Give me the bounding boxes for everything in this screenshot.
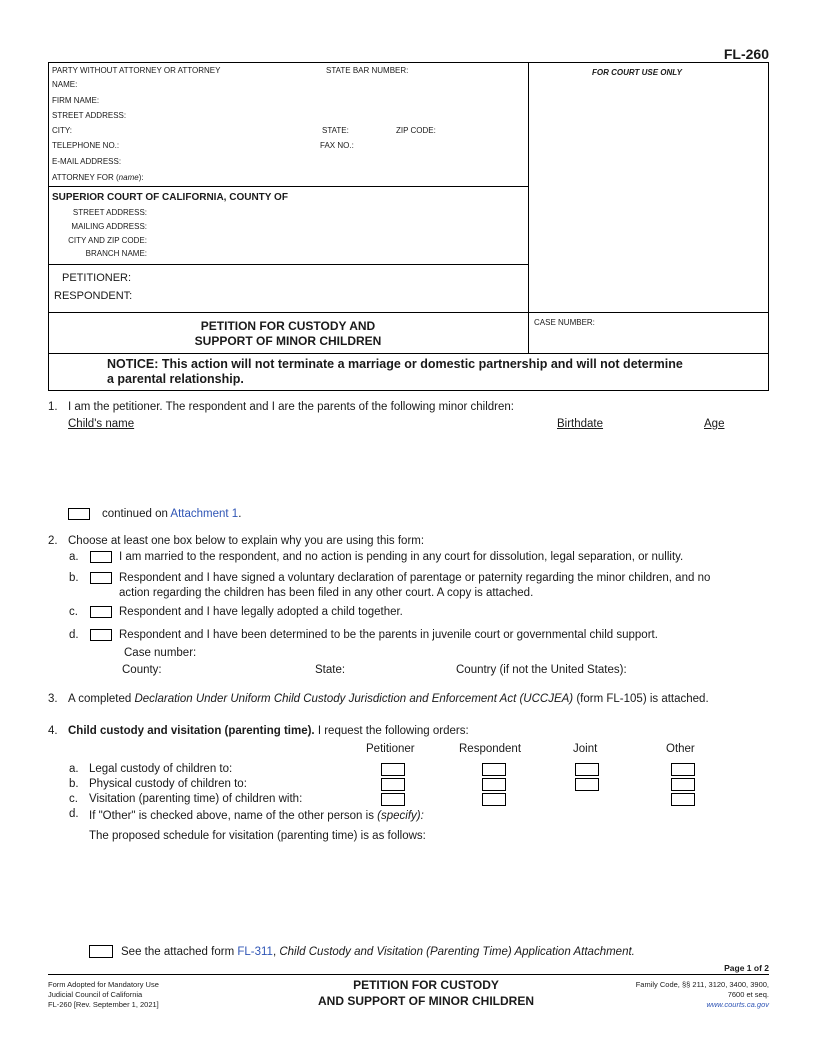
physical-custody-respondent-checkbox[interactable] (482, 778, 506, 791)
item4a-text: Legal custody of children to: (89, 763, 233, 775)
item4d-text (89, 809, 424, 823)
case-number-field[interactable]: CASE NUMBER: (534, 318, 595, 327)
item4-number: 4. (48, 725, 58, 737)
item2d-checkbox[interactable] (90, 629, 112, 641)
name-field[interactable]: NAME: (52, 80, 78, 89)
court-city-field[interactable]: CITY AND ZIP CODE: (68, 236, 147, 245)
case-number-input[interactable]: Case number: (124, 647, 197, 659)
item2b-text (119, 571, 710, 600)
age-header: Age (704, 418, 725, 430)
attachment1-checkbox[interactable] (68, 508, 90, 520)
item2a-letter: a. (69, 551, 79, 563)
phone-field[interactable]: TELEPHONE NO.: (52, 141, 120, 150)
col-joint: Joint (573, 743, 598, 755)
notice-line1: NOTICE: This action will not terminate a marriage or domestic partnership and will not determine (107, 357, 683, 371)
legal-custody-other-checkbox[interactable] (671, 763, 695, 776)
form-title-line1: PETITION FOR CUSTODY AND (200, 319, 376, 333)
item4b-letter: b. (69, 778, 79, 790)
footer-adopted (48, 980, 159, 1010)
visitation-respondent-checkbox[interactable] (482, 793, 506, 806)
visitation-petitioner-checkbox[interactable] (381, 793, 405, 806)
fl311-text: See the attached form FL-311, Child Custody and Visitation (Parenting Time) Application Attachment. (121, 946, 635, 958)
footer-code (549, 980, 769, 1010)
legal-custody-respondent-checkbox[interactable] (482, 763, 506, 776)
parties-divider (48, 312, 769, 313)
court-mailing-field[interactable]: MAILING ADDRESS: (71, 222, 147, 231)
page-number: Page 1 of 2 (724, 963, 769, 973)
attorney-for-name: name (118, 173, 139, 182)
item2b-line1: Respondent and I have signed a voluntary declaration of parentage or paternity regarding the minor children, and no (119, 572, 711, 584)
state-bar-label[interactable]: STATE BAR NUMBER: (326, 66, 409, 75)
footer-adopted3: FL-260 [Rev. September 1, 2021] (48, 1000, 159, 1009)
physical-custody-petitioner-checkbox[interactable] (381, 778, 405, 791)
item1-number: 1. (48, 401, 58, 413)
footer-title2: AND SUPPORT OF MINOR CHILDREN (318, 994, 534, 1008)
item3-suffix: (form FL-105) is attached. (573, 693, 709, 705)
state-field[interactable]: STATE: (322, 126, 349, 135)
item4c-letter: c. (69, 793, 78, 805)
footer-website-link[interactable]: www.courts.ca.gov (706, 1000, 769, 1009)
party-label: PARTY WITHOUT ATTORNEY OR ATTORNEY (52, 66, 221, 75)
continued-text (102, 507, 241, 521)
footer-code2: 7600 et seq. (727, 990, 769, 999)
court-divider (48, 264, 528, 265)
footer-adopted1: Form Adopted for Mandatory Use (48, 980, 159, 989)
continued-period: . (238, 508, 242, 520)
item4d-specify: (specify): (377, 810, 424, 822)
item2-number: 2. (48, 535, 58, 547)
item3-prefix: A completed (68, 693, 135, 705)
footer-rule (48, 974, 769, 975)
city-field[interactable]: CITY: (52, 126, 73, 135)
item4-rest: I request the following orders: (314, 725, 469, 737)
item4d-text-main: If "Other" is checked above, name of the other person is (89, 810, 378, 822)
item4-text (68, 724, 469, 738)
item2c-letter: c. (69, 606, 78, 618)
court-branch-field[interactable]: BRANCH NAME: (85, 249, 147, 258)
item4c-text: Visitation (parenting time) of children with: (89, 793, 303, 805)
legal-custody-petitioner-checkbox[interactable] (381, 763, 405, 776)
legal-custody-joint-checkbox[interactable] (575, 763, 599, 776)
schedule-text: The proposed schedule for visitation (parenting time) is as follows: (89, 830, 426, 842)
item3-number: 3. (48, 693, 58, 705)
col-other: Other (666, 743, 695, 755)
attorney-divider (48, 186, 528, 187)
footer-title (280, 977, 572, 1009)
item3-text (68, 692, 709, 706)
footer-title1: PETITION FOR CUSTODY (353, 978, 499, 992)
item2a-text: I am married to the respondent, and no action is pending in any court for dissolution, legal separation, or nullity. (119, 551, 684, 563)
item2-text: Choose at least one box below to explain why you are using this form: (68, 535, 425, 547)
form-title-line2: SUPPORT OF MINOR CHILDREN (194, 334, 382, 348)
court-title: SUPERIOR COURT OF CALIFORNIA, COUNTY OF (52, 192, 288, 203)
item4b-text: Physical custody of children to: (89, 778, 247, 790)
item2c-text: Respondent and I have legally adopted a child together. (119, 606, 403, 618)
state-input[interactable]: State: (315, 664, 346, 676)
footer-code1: Family Code, §§ 211, 3120, 3400, 3900, (635, 980, 769, 989)
fax-field[interactable]: FAX NO.: (320, 141, 354, 150)
visitation-other-checkbox[interactable] (671, 793, 695, 806)
caption-box (48, 62, 769, 354)
item4-bold: Child custody and visitation (parenting time). (68, 725, 315, 737)
item2d-letter: d. (69, 629, 79, 641)
item2c-checkbox[interactable] (90, 606, 112, 618)
item3-italic: Declaration Under Uniform Child Custody Jurisdiction and Enforcement Act (UCCJEA) (134, 693, 574, 705)
birthdate-header: Birthdate (557, 418, 604, 430)
county-input[interactable]: County: (122, 664, 162, 676)
email-field[interactable]: E-MAIL ADDRESS: (52, 157, 122, 166)
country-input[interactable]: Country (if not the United States): (456, 664, 627, 676)
firm-field[interactable]: FIRM NAME: (52, 96, 100, 105)
item1-text: I am the petitioner. The respondent and I are the parents of the following minor children: (68, 401, 515, 413)
child-name-header: Child's name (68, 418, 135, 430)
item2b-letter: b. (69, 572, 79, 584)
attorney-for-field[interactable] (52, 173, 144, 183)
fl311-prefix: See the attached form (121, 946, 238, 958)
notice-line2: a parental relationship. (107, 372, 244, 386)
attorney-for-suffix: ): (138, 173, 144, 182)
petitioner-field[interactable]: PETITIONER: (62, 272, 132, 284)
item2b-checkbox[interactable] (90, 572, 112, 584)
col-respondent: Respondent (459, 743, 522, 755)
col-petitioner: Petitioner (366, 743, 415, 755)
street-field[interactable]: STREET ADDRESS: (52, 111, 127, 120)
caption-divider (528, 62, 529, 354)
court-use-label: FOR COURT USE ONLY (592, 68, 682, 77)
footer-adopted2: Judicial Council of California (48, 990, 143, 999)
item2d-text: Respondent and I have been determined to be the parents in juvenile court or governmental child support. (119, 629, 658, 641)
continued-prefix: continued on (102, 508, 171, 520)
court-street-field[interactable]: STREET ADDRESS: (72, 208, 147, 217)
physical-custody-joint-checkbox[interactable] (575, 778, 599, 791)
attorney-for-prefix: ATTORNEY FOR ( (52, 173, 119, 182)
item4d-letter: d. (69, 808, 79, 820)
form-title (48, 319, 528, 349)
form-id: FL-260 (723, 46, 769, 62)
notice-text (107, 357, 683, 387)
attachment1-link[interactable]: Attachment 1 (170, 508, 239, 520)
physical-custody-other-checkbox[interactable] (671, 778, 695, 791)
item2a-checkbox[interactable] (90, 551, 112, 563)
item4a-letter: a. (69, 763, 79, 775)
fl311-checkbox[interactable] (89, 945, 113, 958)
fl311-link[interactable]: FL-311 (237, 946, 273, 958)
respondent-field[interactable]: RESPONDENT: (54, 290, 133, 302)
zip-field[interactable]: ZIP CODE: (396, 126, 436, 135)
item2b-line2: action regarding the children has been filed in any other court. A copy is attached. (119, 586, 534, 599)
fl311-italic: Child Custody and Visitation (Parenting Time) Application Attachment. (279, 946, 635, 958)
